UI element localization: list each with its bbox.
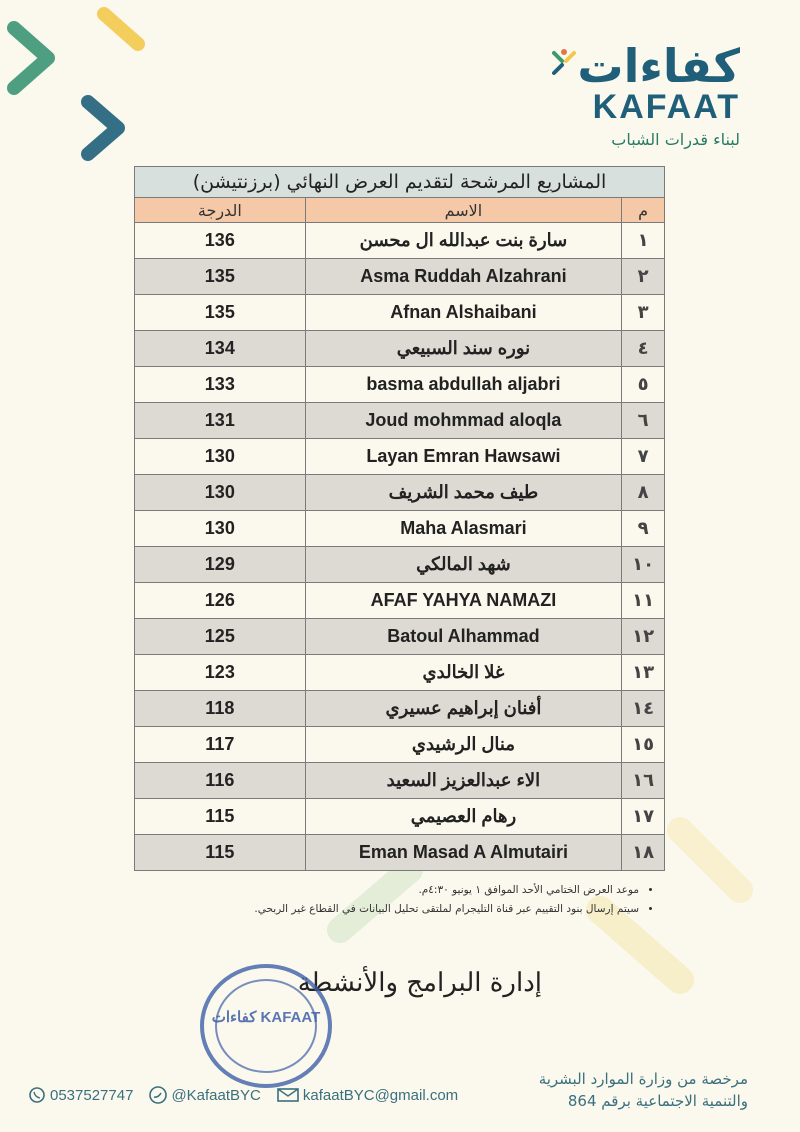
row-name: Afnan Alshaibani — [305, 295, 622, 331]
twitter-icon — [149, 1086, 167, 1104]
row-name: نوره سند السبيعي — [305, 331, 622, 367]
row-score: 134 — [135, 331, 306, 367]
row-num: ١٨ — [622, 835, 665, 871]
whatsapp-icon — [28, 1086, 46, 1104]
row-num: ١ — [622, 223, 665, 259]
row-score: 135 — [135, 295, 306, 331]
row-name: Layan Emran Hawsawi — [305, 439, 622, 475]
department-signature: إدارة البرامج والأنشطة — [297, 968, 542, 998]
table-row — [135, 223, 665, 259]
table-row — [135, 547, 665, 583]
table-row — [135, 439, 665, 475]
table-row — [135, 475, 665, 511]
stamp-text: كفاءات KAFAAT — [211, 1009, 321, 1026]
row-num: ١٠ — [622, 547, 665, 583]
row-score: 118 — [135, 691, 306, 727]
table-row — [135, 763, 665, 799]
email-icon — [277, 1087, 299, 1103]
table-row — [135, 295, 665, 331]
logo-tagline: لبناء قدرات الشباب — [611, 130, 740, 149]
row-num: ٤ — [622, 331, 665, 367]
row-name: Maha Alasmari — [305, 511, 622, 547]
license-line-2: والتنمية الاجتماعية برقم 864 — [567, 1092, 748, 1110]
row-score: 133 — [135, 367, 306, 403]
phone-number: 0537527747 — [50, 1086, 134, 1104]
row-num: ١١ — [622, 583, 665, 619]
row-num: ٥ — [622, 367, 665, 403]
table-row — [135, 583, 665, 619]
decorative-chevrons — [0, 0, 180, 170]
table-row — [135, 619, 665, 655]
email-contact[interactable] — [277, 1087, 458, 1104]
row-name: Asma Ruddah Alzahrani — [305, 259, 622, 295]
row-name: سارة بنت عبدالله ال محسن — [305, 223, 622, 259]
note-item: • موعد العرض الختامي الأحد الموافق ١ يونيو ٤:٣٠م. — [95, 884, 639, 896]
row-name: شهد المالكي — [305, 547, 622, 583]
twitter-handle: @KafaatBYC — [171, 1086, 261, 1104]
row-num: ٦ — [622, 403, 665, 439]
license-line-1: مرخصة من وزارة الموارد البشرية — [538, 1070, 748, 1088]
row-num: ١٦ — [622, 763, 665, 799]
table-row — [135, 727, 665, 763]
row-name: Eman Masad A Almutairi — [305, 835, 622, 871]
row-num: ٧ — [622, 439, 665, 475]
row-name: غلا الخالدي — [305, 655, 622, 691]
row-score: 130 — [135, 439, 306, 475]
header-name: الاسم — [305, 198, 622, 223]
row-name: الاء عبدالعزيز السعيد — [305, 763, 622, 799]
notes — [95, 884, 655, 922]
row-score: 126 — [135, 583, 306, 619]
table-body — [135, 223, 665, 871]
row-num: ١٢ — [622, 619, 665, 655]
table-row — [135, 259, 665, 295]
row-num: ٩ — [622, 511, 665, 547]
row-score: 116 — [135, 763, 306, 799]
row-score: 123 — [135, 655, 306, 691]
logo-english: KAFAAT — [592, 88, 740, 126]
email-address: kafaatBYC@gmail.com — [302, 1086, 459, 1104]
row-num: ٨ — [622, 475, 665, 511]
row-name: Joud mohmmad aloqla — [305, 403, 622, 439]
row-score: 135 — [135, 259, 306, 295]
row-num: ٣ — [622, 295, 665, 331]
official-stamp — [196, 960, 336, 1092]
header-score: الدرجة — [135, 198, 306, 223]
table-row — [135, 835, 665, 871]
row-score: 115 — [135, 799, 306, 835]
row-name: Batoul Alhammad — [305, 619, 622, 655]
row-score: 129 — [135, 547, 306, 583]
row-num: ٢ — [622, 259, 665, 295]
twitter-contact[interactable] — [149, 1086, 260, 1104]
row-name: AFAF YAHYA NAMAZI — [305, 583, 622, 619]
row-name: منال الرشيدي — [305, 727, 622, 763]
table-header-row — [135, 198, 665, 223]
table-row — [135, 799, 665, 835]
logo-star-icon — [549, 48, 579, 78]
table-row — [135, 403, 665, 439]
row-num: ١٧ — [622, 799, 665, 835]
row-num: ١٤ — [622, 691, 665, 727]
table-row — [135, 691, 665, 727]
row-score: 131 — [135, 403, 306, 439]
table-row — [135, 367, 665, 403]
row-score: 136 — [135, 223, 306, 259]
row-num: ١٥ — [622, 727, 665, 763]
contact-footer — [28, 1086, 468, 1104]
row-score: 117 — [135, 727, 306, 763]
table-row — [135, 511, 665, 547]
note-item: • سيتم إرسال بنود التقييم عبر قناة التليجرام لملتقى تحليل البيانات في القطاع غير الربحي. — [95, 903, 639, 915]
header-num: م — [622, 198, 665, 223]
row-score: 130 — [135, 475, 306, 511]
table-row — [135, 655, 665, 691]
row-name: رهام العصيمي — [305, 799, 622, 835]
row-name: طيف محمد الشريف — [305, 475, 622, 511]
results-table — [134, 166, 665, 871]
row-score: 130 — [135, 511, 306, 547]
whatsapp-contact[interactable] — [28, 1086, 133, 1104]
kafaat-logo — [577, 39, 740, 149]
logo-arabic: كفاءات — [577, 39, 740, 93]
table-title: المشاريع المرشحة لتقديم العرض النهائي (برزنتيشن) — [135, 167, 665, 198]
row-name: أفنان إبراهيم عسيري — [305, 691, 622, 727]
license-info — [539, 1068, 748, 1112]
table-row — [135, 331, 665, 367]
row-score: 125 — [135, 619, 306, 655]
row-score: 115 — [135, 835, 306, 871]
row-name: basma abdullah aljabri — [305, 367, 622, 403]
row-num: ١٣ — [622, 655, 665, 691]
